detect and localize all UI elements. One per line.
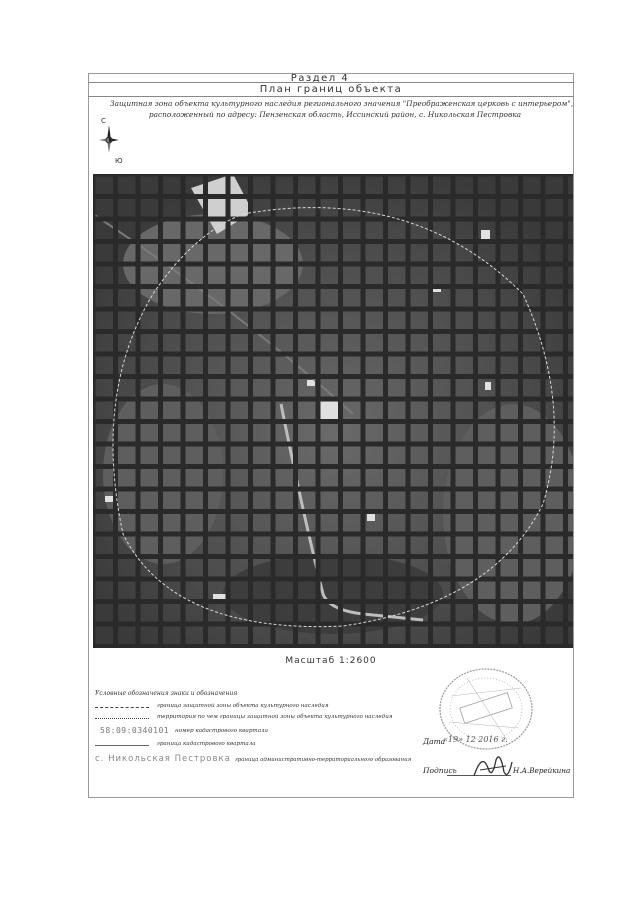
settlement-boundary-label: граница административно-территориального образования: [235, 757, 412, 763]
cadastral-number-label: номер кадастрового квартала: [175, 728, 268, 734]
description-line-1: Защитная зона объекта культурного наследия регионального значения "Преображенская церковь с интерьером",: [110, 99, 574, 108]
dotted-line-symbol: [95, 718, 149, 719]
north-arrow-icon: [98, 115, 126, 165]
plan-title: План границ объекта: [259, 84, 403, 95]
title-rule: [88, 96, 574, 97]
map-image: [93, 174, 573, 648]
signer-name: Н.А.Верейкина: [513, 766, 571, 775]
map-scale: Масштаб 1:2600: [285, 656, 377, 666]
description-line-2: расположенный по адресу: Пензенская область, Иссинский район, с. Никольская Пестровка: [148, 110, 522, 119]
dashed-line-symbol: [95, 707, 149, 708]
cadastral-number-sample: 58:09:0340101: [100, 726, 170, 735]
header-rule: [88, 82, 574, 83]
satellite-map: [93, 174, 573, 648]
date-value: «19» 12 2016 г.: [443, 735, 508, 744]
settlement-name-sample: с. Никольская Пестровка: [95, 754, 231, 764]
handwritten-signature: [470, 750, 514, 782]
date-label: Дата: [423, 737, 446, 746]
section-heading: Раздел 4: [290, 73, 350, 84]
compass-south-label: Ю: [115, 157, 123, 165]
compass-north-label: С: [101, 117, 106, 125]
grid-overlay: [93, 174, 573, 648]
legend-title: Условные обозначения знаки и обозначения: [95, 690, 238, 697]
thin-line-symbol: [95, 745, 149, 746]
signature-label: Подпись: [423, 766, 457, 775]
